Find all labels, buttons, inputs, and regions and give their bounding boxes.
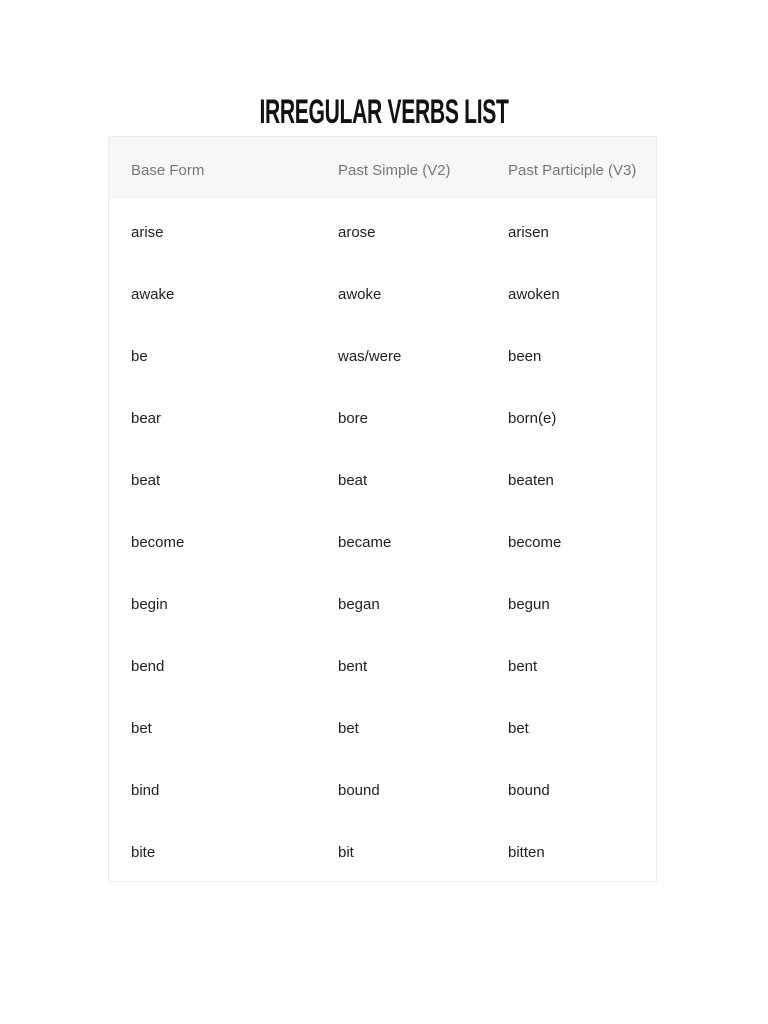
cell-past-participle: born(e)	[508, 410, 557, 427]
cell-past-simple: bit	[338, 844, 354, 861]
table-row	[109, 757, 656, 819]
table-row	[109, 261, 656, 323]
cell-past-participle: beaten	[508, 472, 554, 489]
table-row	[109, 385, 656, 447]
table-row	[109, 571, 656, 633]
cell-past-participle: bitten	[508, 844, 545, 861]
cell-past-simple: bet	[338, 720, 359, 737]
header-past-participle: Past Participle (V3)	[508, 162, 637, 179]
cell-past-simple: beat	[338, 472, 368, 489]
table-row	[109, 323, 656, 385]
table-header	[109, 137, 656, 199]
cell-past-participle: arisen	[508, 224, 549, 241]
header-past-simple: Past Simple (V2)	[338, 162, 451, 179]
cell-past-simple: awoke	[338, 286, 382, 303]
cell-base-form: bite	[131, 844, 156, 861]
cell-base-form: bear	[131, 410, 162, 427]
cell-past-participle: awoken	[508, 286, 560, 303]
cell-base-form: arise	[131, 224, 164, 241]
cell-past-participle: bent	[508, 658, 538, 675]
cell-past-participle: become	[508, 534, 562, 551]
table-row	[109, 447, 656, 509]
cell-base-form: awake	[131, 286, 175, 303]
table-row	[109, 199, 656, 261]
cell-past-simple: bore	[338, 410, 369, 427]
cell-past-participle: bound	[508, 782, 550, 799]
cell-past-participle: begun	[508, 596, 550, 613]
cell-past-simple: began	[338, 596, 380, 613]
table-row	[109, 509, 656, 571]
table-row	[109, 633, 656, 695]
table-row	[109, 695, 656, 757]
table-row	[109, 819, 656, 881]
cell-base-form: bend	[131, 658, 165, 675]
cell-past-simple: became	[338, 534, 392, 551]
header-base-form: Base Form	[131, 162, 205, 179]
cell-past-simple: bound	[338, 782, 380, 799]
cell-past-participle: been	[508, 348, 542, 365]
cell-past-participle: bet	[508, 720, 529, 737]
cell-base-form: bet	[131, 720, 152, 737]
cell-base-form: become	[131, 534, 185, 551]
cell-past-simple: arose	[338, 224, 376, 241]
cell-base-form: bind	[131, 782, 160, 799]
page-title: IRREGULAR VERBS LIST	[259, 93, 509, 131]
verbs-table	[108, 136, 657, 882]
cell-base-form: begin	[131, 596, 168, 613]
cell-base-form: beat	[131, 472, 161, 489]
cell-past-simple: was/were	[338, 348, 402, 365]
cell-base-form: be	[131, 348, 148, 365]
cell-past-simple: bent	[338, 658, 368, 675]
